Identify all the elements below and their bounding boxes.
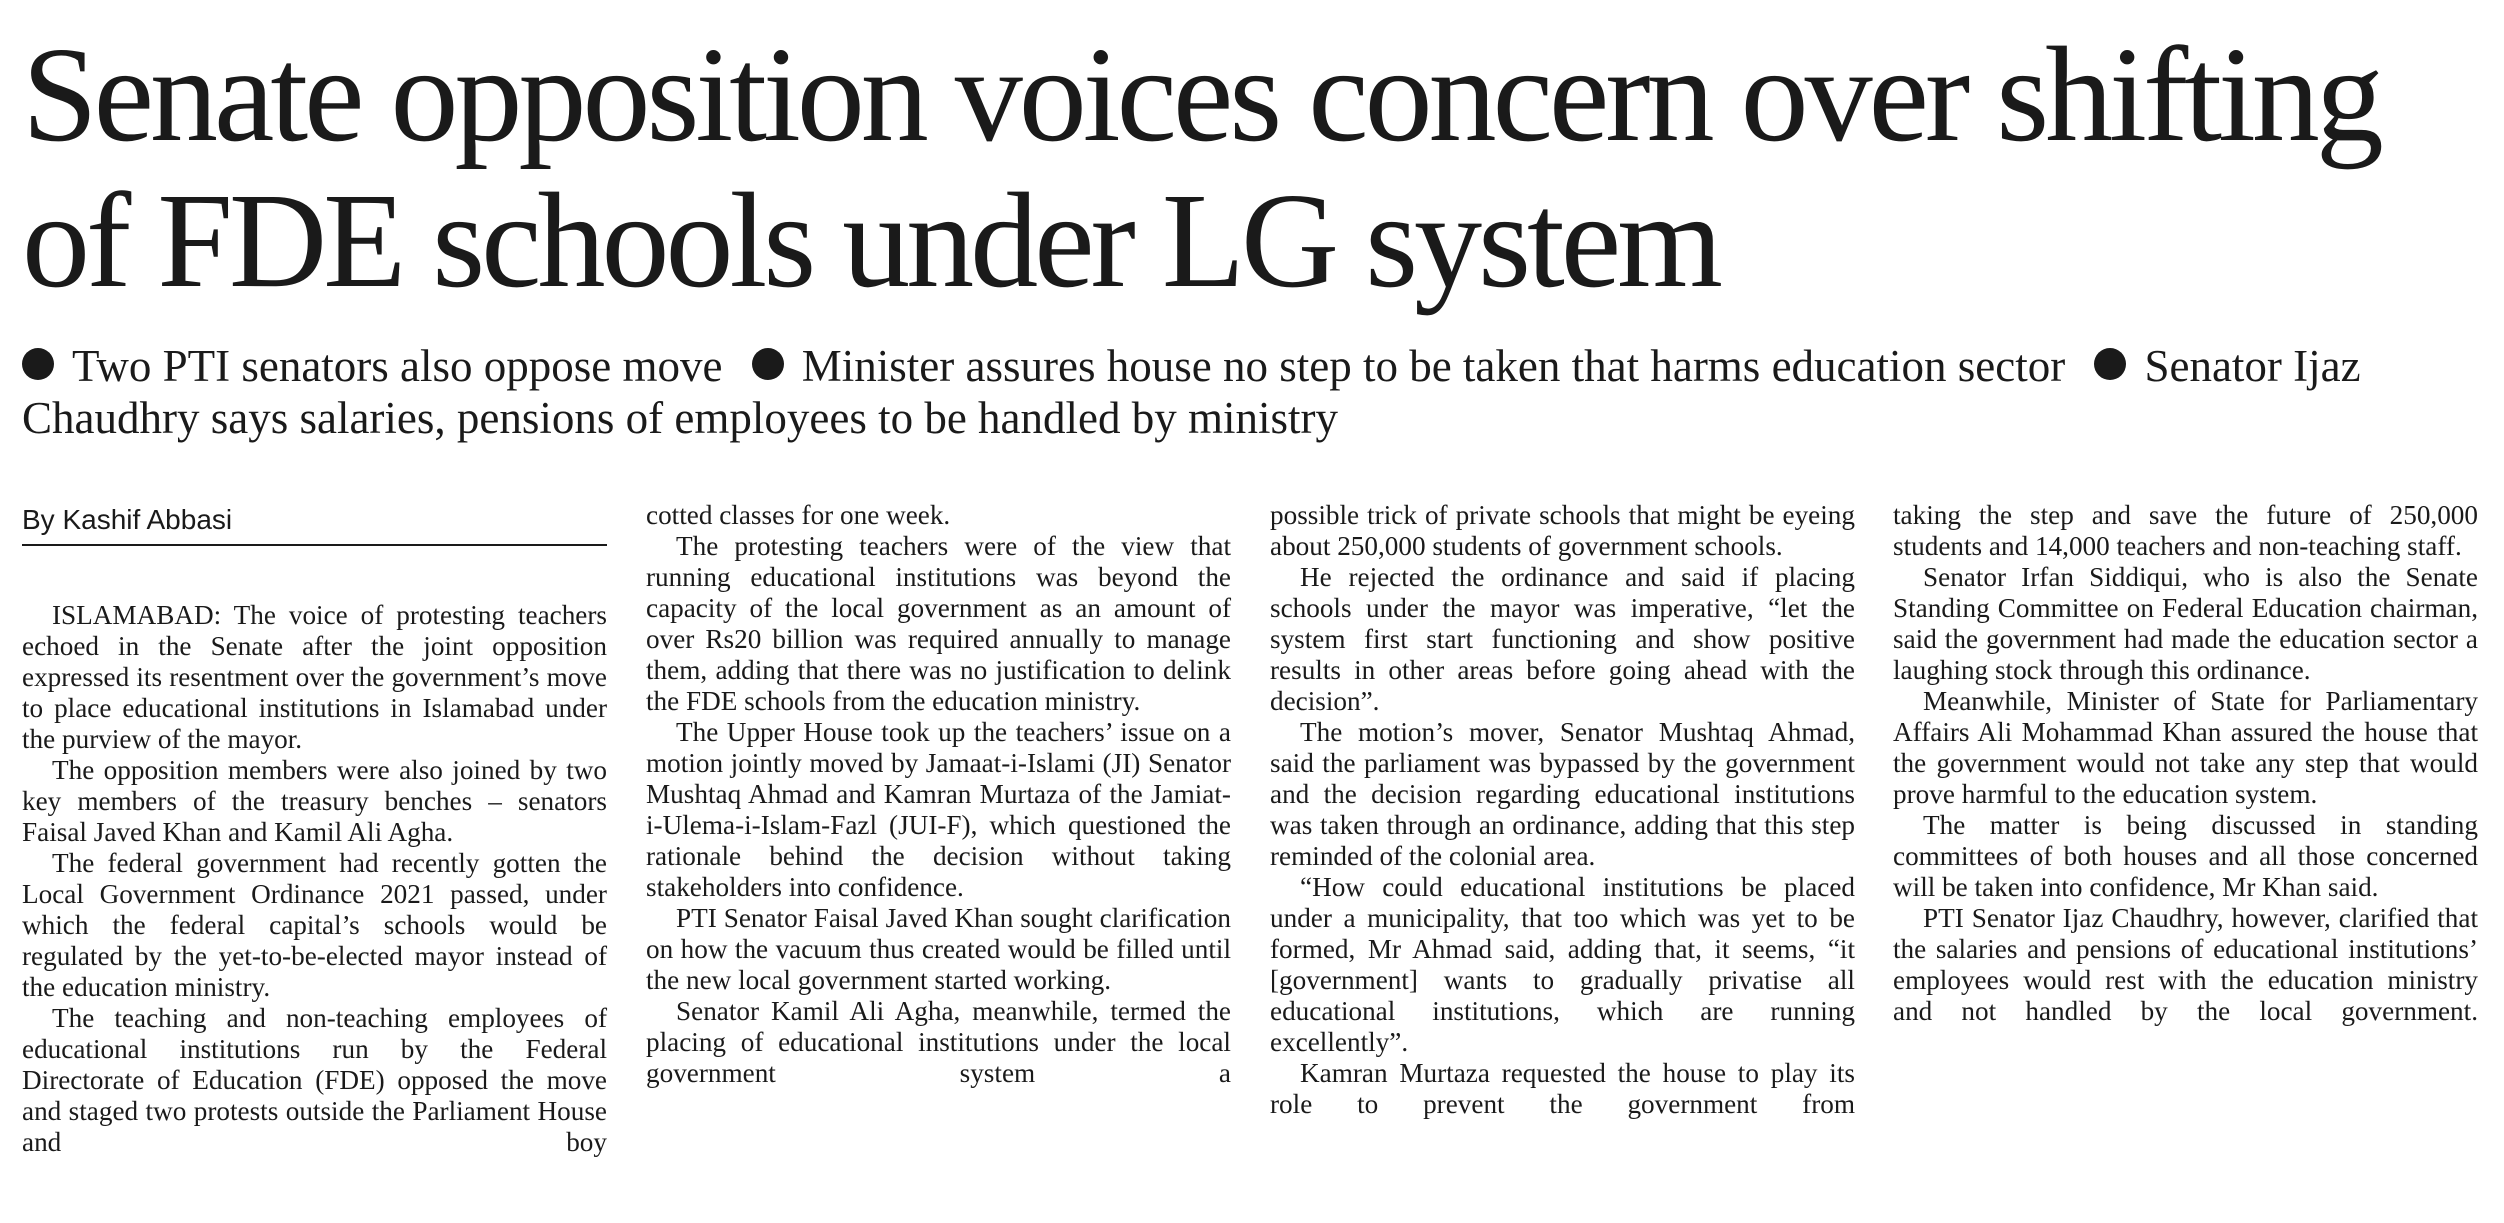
article-column-1 <box>22 500 607 1158</box>
deck-point-1: Two PTI senators also oppose move <box>72 341 723 391</box>
paragraph: The Upper House took up the teachers’ issue on a motion jointly moved by Jamaat-i-Islami (JI) Senator Mushtaq Ahmad and Kamran Murtaza of the Jamiat-i-Ulema-i-Islam-Fazl (JUI-F), which questioned the rationale behind the decision without taking stakeholders into confidence. <box>646 717 1231 902</box>
paragraph: Senator Kamil Ali Agha, meanwhile, termed the placing of educational institutions under the local government system a <box>646 996 1231 1088</box>
paragraph: The federal government had recently gotten the Local Government Ordinance 2021 passed, under which the federal capital’s schools would be regulated by the yet-to-be-elected mayor instead of the education ministry. <box>22 848 607 1002</box>
article-column-2 <box>646 500 1231 1089</box>
paragraph: The opposition members were also joined by two key members of the treasury benches – senators Faisal Javed Khan and Kamil Ali Agha. <box>22 755 607 847</box>
paragraph: Senator Irfan Siddiqui, who is also the Senate Standing Committee on Federal Education chairman, said the government had made the education sector a laughing stock through this ordinance. <box>1893 562 2478 685</box>
paragraph: ISLAMABAD: The voice of protesting teachers echoed in the Senate after the joint opposition expressed its resentment over the government’s move to place educational institutions in Islamabad under the purview of the mayor. <box>22 600 607 754</box>
deck-point-2: Minister assures house no step to be taken that harms education sector <box>801 341 2066 391</box>
paragraph: The protesting teachers were of the view that running educational institutions was beyond the capacity of the local government as an amount of over Rs20 billion was required annually to manage them, adding that there was no justification to delink the FDE schools from the education ministry. <box>646 531 1231 716</box>
paragraph: taking the step and save the future of 250,000 students and 14,000 teachers and non-teaching staff. <box>1893 500 2478 561</box>
paragraph: possible trick of private schools that might be eyeing about 250,000 students of government schools. <box>1270 500 1855 561</box>
byline-divider <box>22 544 607 546</box>
deck-point-3-rest: Ijaz Chaudhry says salaries, pensions of employees to be handled by ministry <box>22 341 2361 443</box>
paragraph: cotted classes for one week. <box>646 500 951 530</box>
deck-point-3-start: Senator <box>2144 341 2282 391</box>
deck-summary <box>22 340 2492 444</box>
headline-line-2: of FDE schools under LG system <box>22 166 1719 316</box>
paragraph: PTI Senator Ijaz Chaudhry, however, clarified that the salaries and pensions of educational institutions’ employees would rest with the education ministry and not handled by the local government. <box>1893 903 2478 1026</box>
byline: By Kashif Abbasi <box>22 504 233 535</box>
paragraph: “How could educational institutions be placed under a municipality, that too which was yet to be formed, Mr Ahmad said, adding that, it seems, “it [government] wants to gradually privatise all educational institutions, which are running excellently”. <box>1270 872 1855 1057</box>
paragraph: Kamran Murtaza requested the house to play its role to prevent the government from <box>1270 1058 1855 1119</box>
paragraph: PTI Senator Faisal Javed Khan sought clarification on how the vacuum thus created would be filled until the new local government started working. <box>646 903 1231 995</box>
paragraph: The matter is being discussed in standing committees of both houses and all those concerned will be taken into confidence, Mr Khan said. <box>1893 810 2478 902</box>
bullet-icon <box>2094 348 2126 380</box>
bullet-icon <box>22 348 54 380</box>
paragraph: The motion’s mover, Senator Mushtaq Ahmad, said the parliament was bypassed by the government and the decision regarding educational institutions was taken through an ordinance, adding that this step reminded of the colonial area. <box>1270 717 1855 871</box>
paragraph: Meanwhile, Minister of State for Parliamentary Affairs Ali Mohammad Khan assured the house that the government would not take any step that would prove harmful to the education system. <box>1893 686 2478 809</box>
article-column-4 <box>1893 500 2478 1027</box>
article-column-3 <box>1270 500 1855 1120</box>
paragraph: The teaching and non-teaching employees of educational institutions run by the Federal Directorate of Education (FDE) opposed the move and staged two protests outside the Parliament House and boy <box>22 1003 607 1157</box>
headline <box>22 22 2492 314</box>
paragraph: He rejected the ordinance and said if placing schools under the mayor was imperative, “let the system first start functioning and show positive results in other areas before going ahead with the decision”. <box>1270 562 1855 716</box>
bullet-icon <box>752 348 784 380</box>
headline-line-1: Senate opposition voices concern over shifting <box>22 20 2380 170</box>
